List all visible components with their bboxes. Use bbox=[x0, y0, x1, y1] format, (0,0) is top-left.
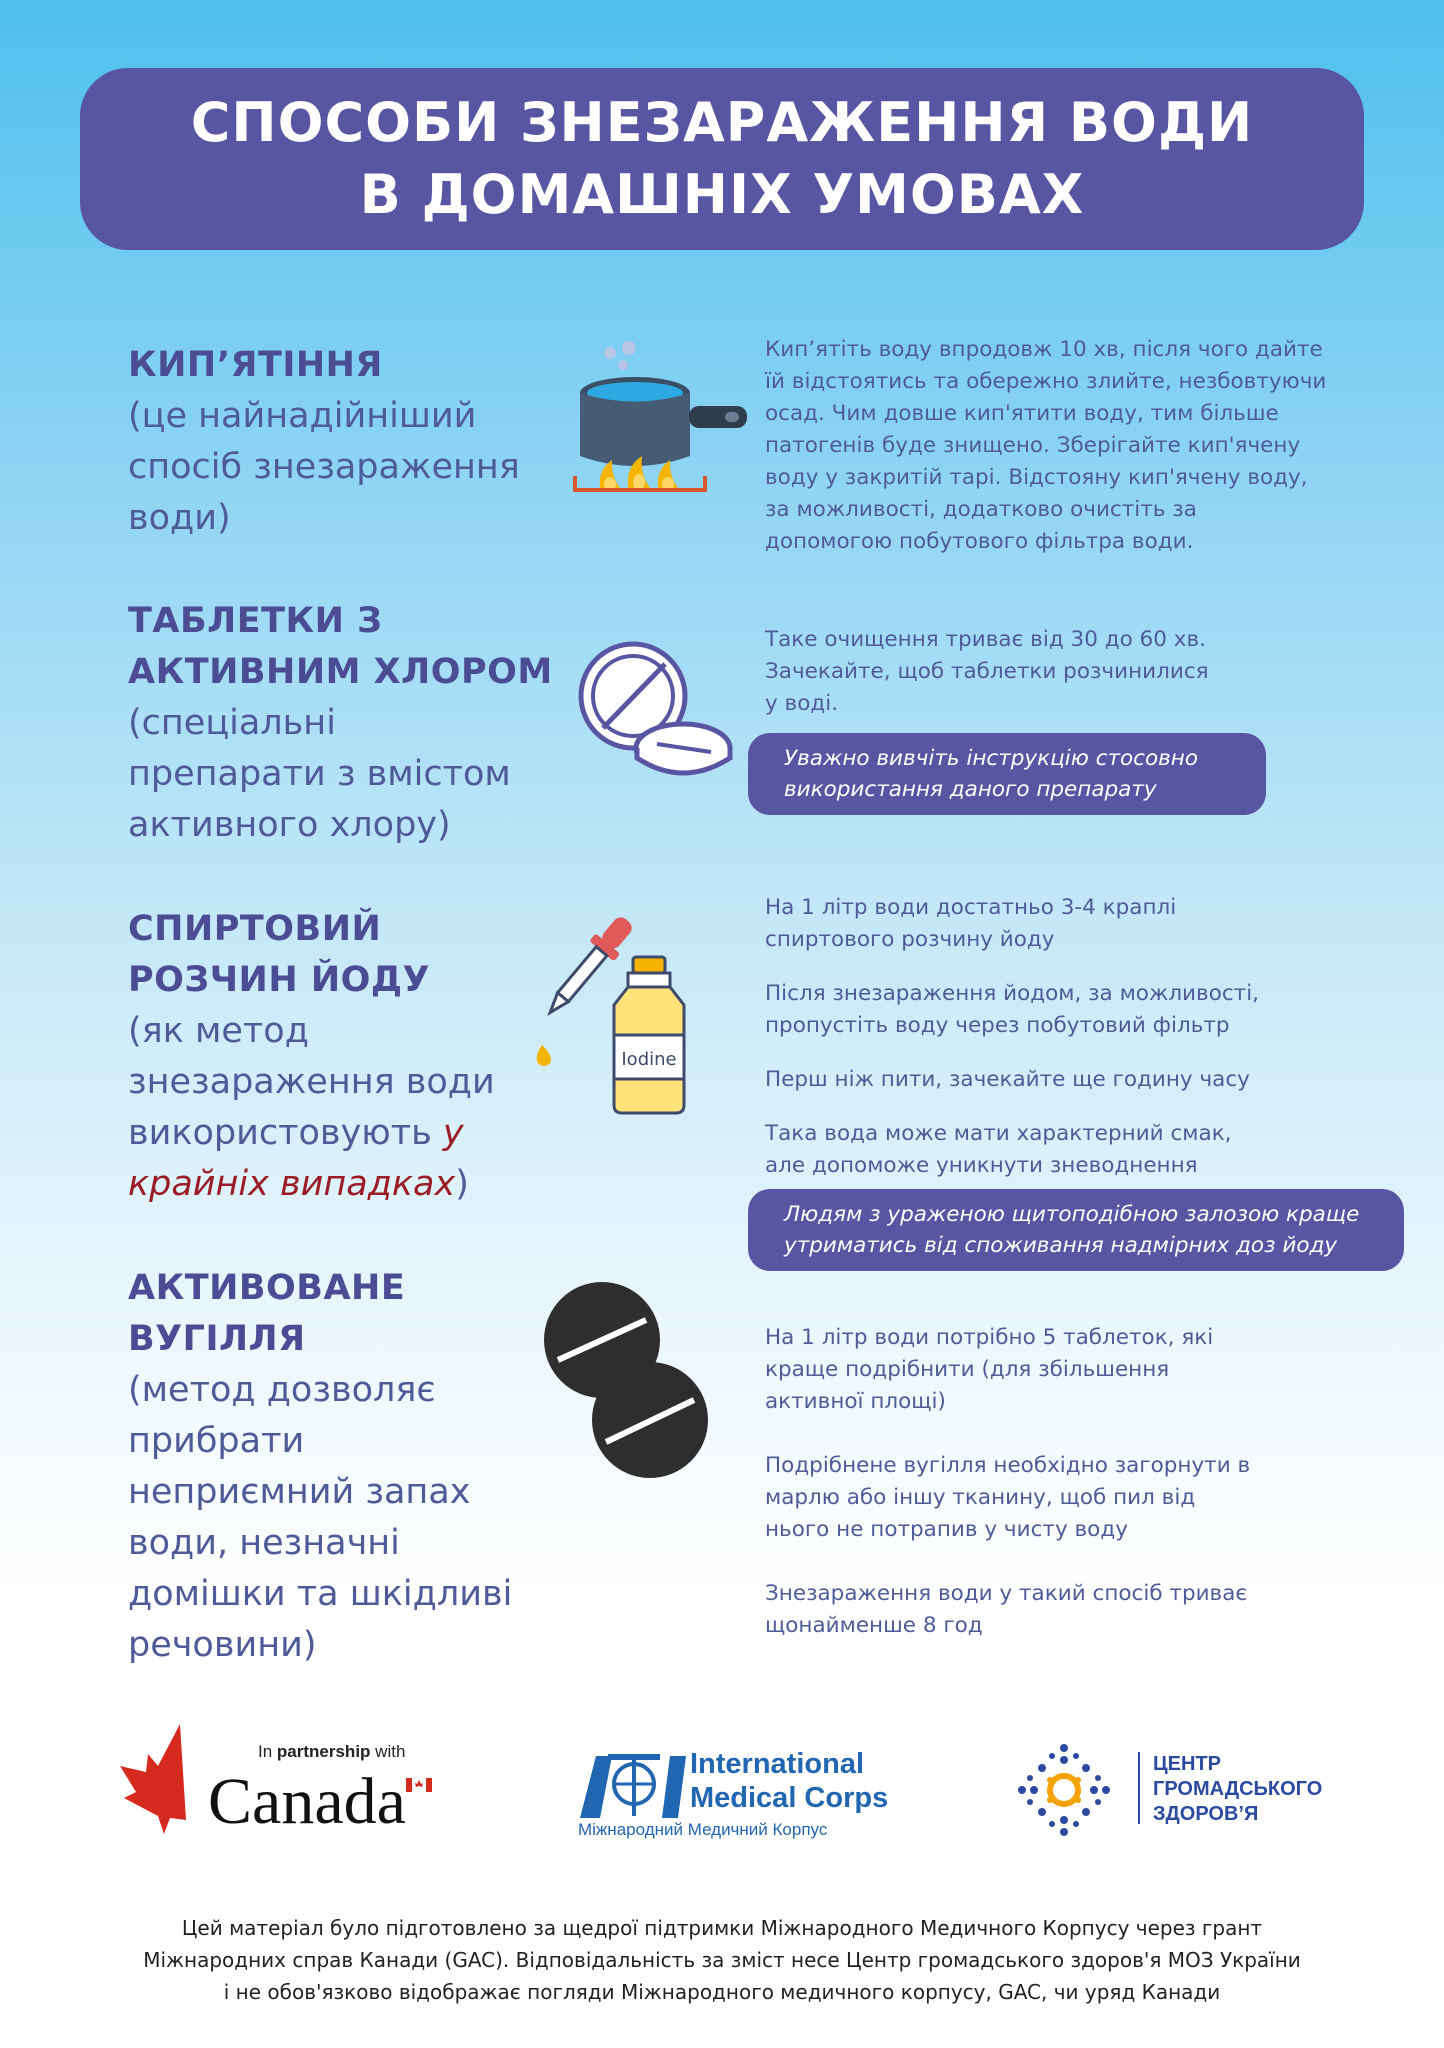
iodine-sub-red-word: у bbox=[442, 1113, 464, 1153]
chlorine-warning-note bbox=[748, 733, 1266, 815]
iodine-sub-2: знезараження води bbox=[128, 1062, 495, 1102]
iodine-bottle-label: Iodine bbox=[621, 1049, 677, 1070]
iodine-sub-3-text: використовують bbox=[128, 1113, 443, 1153]
canada-wordmark: Canada bbox=[208, 1765, 406, 1838]
chlorine-heading-2: АКТИВНИМ ХЛОРОМ bbox=[128, 652, 553, 692]
iodine-heading-block bbox=[128, 904, 588, 1210]
iodine-description bbox=[765, 892, 1385, 1182]
boiling-desc-line: за можливості, додатково очистіть за bbox=[765, 497, 1197, 522]
iodine-desc-line: пропустіть воду через побутовий фільтр bbox=[765, 1013, 1230, 1038]
chlorine-desc-line: у воді. bbox=[765, 691, 839, 716]
boiling-desc-line: воду у закритій тарі. Відстояну кип'ячену воду, bbox=[765, 465, 1308, 490]
phc-name-line: ЦЕНТР bbox=[1153, 1753, 1221, 1775]
boiling-sub-3: води) bbox=[128, 498, 231, 538]
title-banner bbox=[80, 68, 1364, 250]
charcoal-heading-1: АКТИВОВАНЕ bbox=[128, 1268, 406, 1308]
charcoal-desc-line: краще подрібнити (для збільшення bbox=[765, 1357, 1170, 1382]
canada-maple-leaf-icon bbox=[118, 1722, 188, 1837]
chlorine-sub-1: (спеціальні bbox=[128, 703, 336, 743]
iodine-desc-line: спиртового розчину йоду bbox=[765, 927, 1055, 952]
chlorine-note-line: використання даного препарату bbox=[784, 777, 1157, 802]
boiling-heading: КИП’ЯТІННЯ bbox=[128, 345, 383, 385]
boiling-sub-2: спосіб знезараження bbox=[128, 447, 520, 487]
iodine-dropper-bottle-icon bbox=[530, 905, 715, 1120]
chlorine-tablets-icon bbox=[573, 640, 738, 780]
footer-line: і не обов'язково відображає погляди Міжнародного медичного корпусу, GAC, чи уряд Канади bbox=[223, 1980, 1221, 2004]
chlorine-desc-line: Таке очищення триває від 30 до 60 хв. bbox=[765, 627, 1206, 652]
iodine-note-line: утриматись від споживання надмірних доз йоду bbox=[784, 1233, 1338, 1258]
chlorine-sub-2: препарати з вмістом bbox=[128, 754, 511, 794]
iodine-heading-1: СПИРТОВИЙ bbox=[128, 909, 382, 949]
imc-name-line-2: Medical Corps bbox=[690, 1782, 889, 1814]
iodine-sub-3 bbox=[128, 1108, 588, 1159]
charcoal-heading-2: ВУГІЛЛЯ bbox=[128, 1319, 306, 1359]
charcoal-desc-line: активної площі) bbox=[765, 1389, 946, 1414]
chlorine-sub-3: активного хлору) bbox=[128, 805, 451, 845]
phc-name-line: ГРОМАДСЬКОГО bbox=[1153, 1778, 1323, 1800]
iodine-sub-1: (як метод bbox=[128, 1011, 309, 1051]
chlorine-heading-block bbox=[128, 596, 608, 851]
canada-caption-bold: partnership bbox=[276, 1742, 371, 1761]
chlorine-description bbox=[765, 624, 1385, 720]
charcoal-sub-2: прибрати bbox=[128, 1421, 305, 1461]
footer-line: Міжнародних справ Канади (GAC). Відповідальність за зміст несе Центр громадського здоров'я МОЗ України bbox=[143, 1948, 1301, 1972]
charcoal-desc-line: Подрібнене вугілля необхідно загорнути в bbox=[765, 1453, 1251, 1478]
boiling-desc-line: патогенів буде знищено. Зберігайте кип'ячену bbox=[765, 433, 1301, 458]
imc-name-line-1: International bbox=[690, 1748, 865, 1780]
charcoal-sub-4: води, незначні bbox=[128, 1523, 400, 1563]
charcoal-desc-line: Знезараження води у такий спосіб триває bbox=[765, 1581, 1248, 1606]
charcoal-description bbox=[765, 1322, 1385, 1642]
iodine-sub-red-phrase: крайніх випадках bbox=[128, 1164, 456, 1204]
boiling-desc-line: їй відстоятись та обережно злийте, незбовтуючи bbox=[765, 369, 1327, 394]
iodine-sub-close: ) bbox=[455, 1164, 469, 1204]
boiling-desc-line: Кип’ятіть воду впродовж 10 хв, після чого дайте bbox=[765, 337, 1323, 362]
chlorine-heading-1: ТАБЛЕТКИ З bbox=[128, 601, 383, 641]
boiling-desc-line: осад. Чим довше кип'ятити воду, тим більше bbox=[765, 401, 1279, 426]
charcoal-desc-line: марлю або іншу тканину, щоб пил від bbox=[765, 1485, 1196, 1510]
footer-line: Цей матеріал було підготовлено за щедрої підтримки Міжнародного Медичного Корпусу через грант bbox=[181, 1916, 1263, 1940]
charcoal-heading-block bbox=[128, 1263, 588, 1671]
page-title-line-2: В ДОМАШНІХ УМОВАХ bbox=[359, 163, 1085, 226]
charcoal-sub-6: речовини) bbox=[128, 1625, 317, 1665]
charcoal-sub-3: неприємний запах bbox=[128, 1472, 471, 1512]
iodine-warning-note bbox=[748, 1189, 1404, 1271]
boiling-desc-line: допомогою побутового фільтра води. bbox=[765, 529, 1194, 554]
iodine-desc-line: але допоможе уникнути зневоднення bbox=[765, 1153, 1198, 1178]
iodine-desc-line: Перш ніж пити, зачекайте ще годину часу bbox=[765, 1067, 1250, 1092]
charcoal-desc-line: щонайменше 8 год bbox=[765, 1613, 983, 1638]
charcoal-desc-line: нього не потрапив у чисту воду bbox=[765, 1517, 1128, 1542]
phc-name-line: ЗДОРОВ’Я bbox=[1153, 1803, 1259, 1825]
boiling-sub-1: (це найнадійніший bbox=[128, 396, 477, 436]
charcoal-sub-1: (метод дозволяє bbox=[128, 1370, 436, 1410]
boiling-description bbox=[765, 334, 1385, 558]
phc-logo-icon bbox=[1014, 1740, 1114, 1840]
iodine-desc-line: На 1 літр води достатньо 3-4 краплі bbox=[765, 895, 1177, 920]
phc-divider bbox=[1138, 1752, 1140, 1824]
iodine-sub-4 bbox=[128, 1159, 588, 1210]
canada-caption-suffix: with bbox=[370, 1742, 406, 1761]
iodine-heading-2: РОЗЧИН ЙОДУ bbox=[128, 960, 431, 1000]
canada-flag-icon bbox=[406, 1778, 432, 1792]
canada-partnership-caption bbox=[258, 1742, 405, 1762]
charcoal-desc-line: На 1 літр води потрібно 5 таблеток, які bbox=[765, 1325, 1214, 1350]
iodine-desc-line: Після знезараження йодом, за можливості, bbox=[765, 981, 1260, 1006]
boiling-heading-block bbox=[128, 340, 588, 544]
iodine-desc-line: Така вода може мати характерний смак, bbox=[765, 1121, 1232, 1146]
activated-charcoal-tablets-icon bbox=[540, 1278, 715, 1488]
chlorine-desc-line: Зачекайте, щоб таблетки розчинилися bbox=[765, 659, 1209, 684]
imc-logo-icon bbox=[578, 1752, 688, 1820]
canada-caption-prefix: In bbox=[258, 1742, 277, 1761]
chlorine-note-line: Уважно вивчіть інструкцію стосовно bbox=[784, 746, 1199, 771]
imc-name-ukrainian: Міжнародний Медичний Корпус bbox=[578, 1820, 828, 1839]
footer-disclaimer bbox=[60, 1912, 1384, 2008]
pot-on-stove-icon bbox=[565, 338, 755, 523]
iodine-note-line: Людям з ураженою щитоподібною залозою краще bbox=[784, 1202, 1360, 1227]
page-title-line-1: СПОСОБИ ЗНЕЗАРАЖЕННЯ ВОДИ bbox=[190, 91, 1254, 154]
charcoal-sub-5: домішки та шкідливі bbox=[128, 1574, 513, 1614]
phc-name bbox=[1153, 1752, 1322, 1827]
